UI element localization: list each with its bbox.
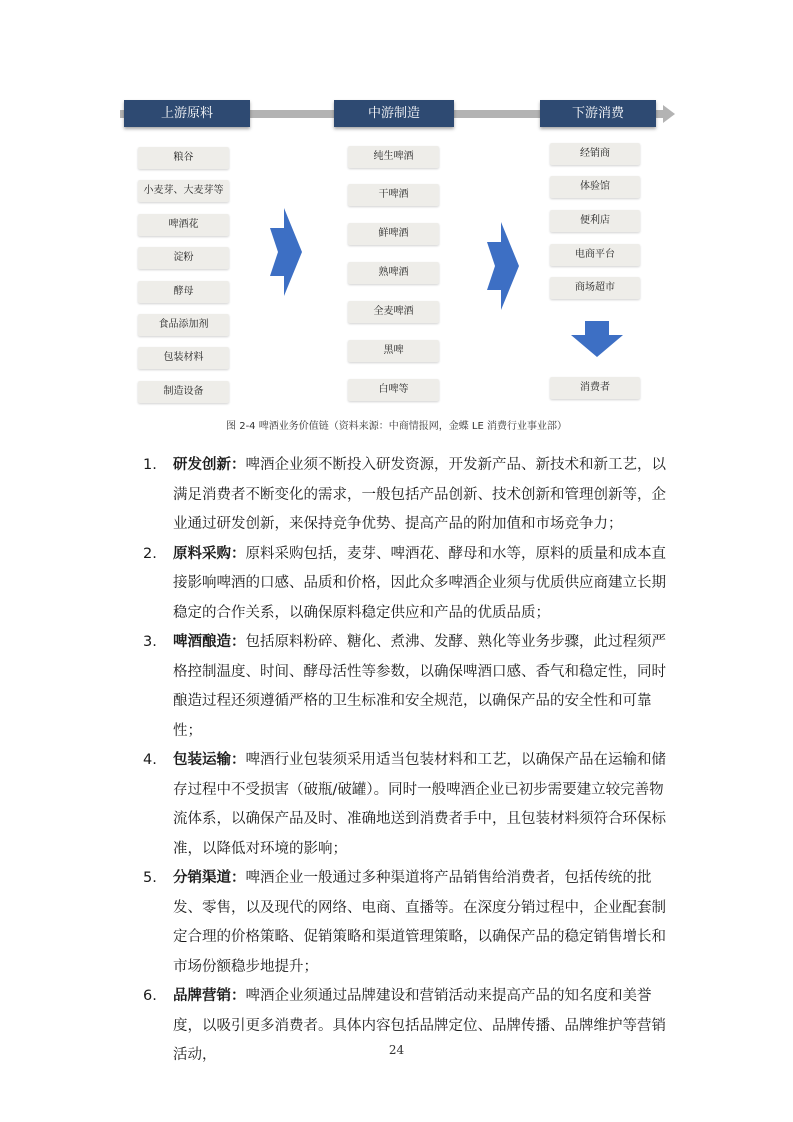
flow-arrow-head-icon [663,105,675,123]
item-number: 4. [143,752,157,768]
item-text: 啤酒行业包装须采用适当包装材料和工艺，以确保产品在运输和储存过程中不受损害（破瓶/破罐）。同时一般啤酒企业已初步需要建立较完善物流体系，以确保产品及时、准确地送到消费者手中，且包装材料须符合环保标准，以降低对环境的影响； [173,752,666,857]
item-text: 包括原料粉碎、糖化、煮沸、发酵、熟化等业务步骤，此过程须严格控制温度、时间、酵母活性等参数，以确保啤酒口感、香气和稳定性，同时酿造过程还须遵循严格的卫生标准和安全规范，以确保产品的安全性和可靠性； [173,634,666,739]
upstream-item: 啤酒花 [138,214,229,236]
value-chain-diagram [0,0,793,432]
item-text: 啤酒企业一般通过多种渠道将产品销售给消费者，包括传统的批发、零售，以及现代的网络、电商、直播等。在深度分销过程中，企业配套制定合理的价格策略、促销策略和渠道管理策略，以确保产品的稳定销售增长和市场份额稳步地提升； [173,870,666,975]
upstream-item: 淀粉 [138,247,229,269]
downstream-item: 体验馆 [550,176,640,198]
midstream-item: 干啤酒 [348,184,439,206]
upstream-item: 酵母 [138,281,229,303]
item-number: 5. [143,870,157,886]
list-item [0,628,793,746]
figure-caption: 图 2-4 啤酒业务价值链（资料来源：中商情报网，金蝶 LE 消费行业事业部） [226,421,567,432]
consumer-box: 消费者 [550,377,640,399]
down-arrow-icon [571,321,623,357]
item-number: 1. [143,457,157,473]
item-number: 6. [143,988,157,1004]
upstream-item: 小麦芽、大麦芽等 [138,180,229,202]
right-arrow-icon [487,222,519,310]
item-title: 研发创新： [173,457,246,473]
downstream-item: 便利店 [550,210,640,232]
page-number: 24 [388,1043,405,1057]
list-item [0,451,793,540]
list-item [0,540,793,629]
item-title: 包装运输： [173,752,246,768]
right-arrow-icon [270,208,302,296]
item-title: 分销渠道： [173,870,246,886]
midstream-item: 鲜啤酒 [348,223,439,245]
upstream-item: 食品添加剂 [138,314,229,336]
downstream-item: 经销商 [550,143,640,165]
item-text: 啤酒企业须不断投入研发资源，开发新产品、新技术和新工艺，以满足消费者不断变化的需求，一般包括产品创新、技术创新和管理创新等，企业通过研发创新，来保持竞争优势、提高产品的附加值和市场竞争力； [173,457,666,532]
downstream-item: 商场超市 [550,277,640,299]
item-number: 3. [143,634,157,650]
upstream-item: 制造设备 [138,381,229,403]
midstream-item: 熟啤酒 [348,262,439,284]
item-title: 啤酒酿造： [173,634,246,650]
item-title: 品牌营销： [173,988,246,1004]
midstream-item: 黑啤 [348,340,439,362]
numbered-list [0,451,793,1071]
item-text: 原料采购包括，麦芽、啤酒花、酵母和水等，原料的质量和成本直接影响啤酒的口感、品质和价格，因此众多啤酒企业须与优质供应商建立长期稳定的合作关系，以确保原料稳定供应和产品的优质品质； [173,545,666,621]
list-item [0,746,793,864]
list-item [0,982,793,1071]
header-upstream: 上游原料 [124,100,250,127]
downstream-item: 电商平台 [550,244,640,266]
item-text: 啤酒企业须通过品牌建设和营销活动来提高产品的知名度和美誉度，以吸引更多消费者。具体内容包括品牌定位、品牌传播、品牌维护等营销活动， [173,988,666,1063]
midstream-item: 全麦啤酒 [348,301,439,323]
header-downstream: 下游消费 [540,100,656,127]
item-title: 原料采购： [173,545,246,562]
upstream-item: 包装材料 [138,347,229,369]
midstream-item: 白啤等 [348,379,439,401]
midstream-item: 纯生啤酒 [348,146,439,168]
item-number: 2. [143,545,157,562]
list-item [0,864,793,982]
header-midstream: 中游制造 [334,100,454,127]
upstream-item: 粮谷 [138,147,229,169]
